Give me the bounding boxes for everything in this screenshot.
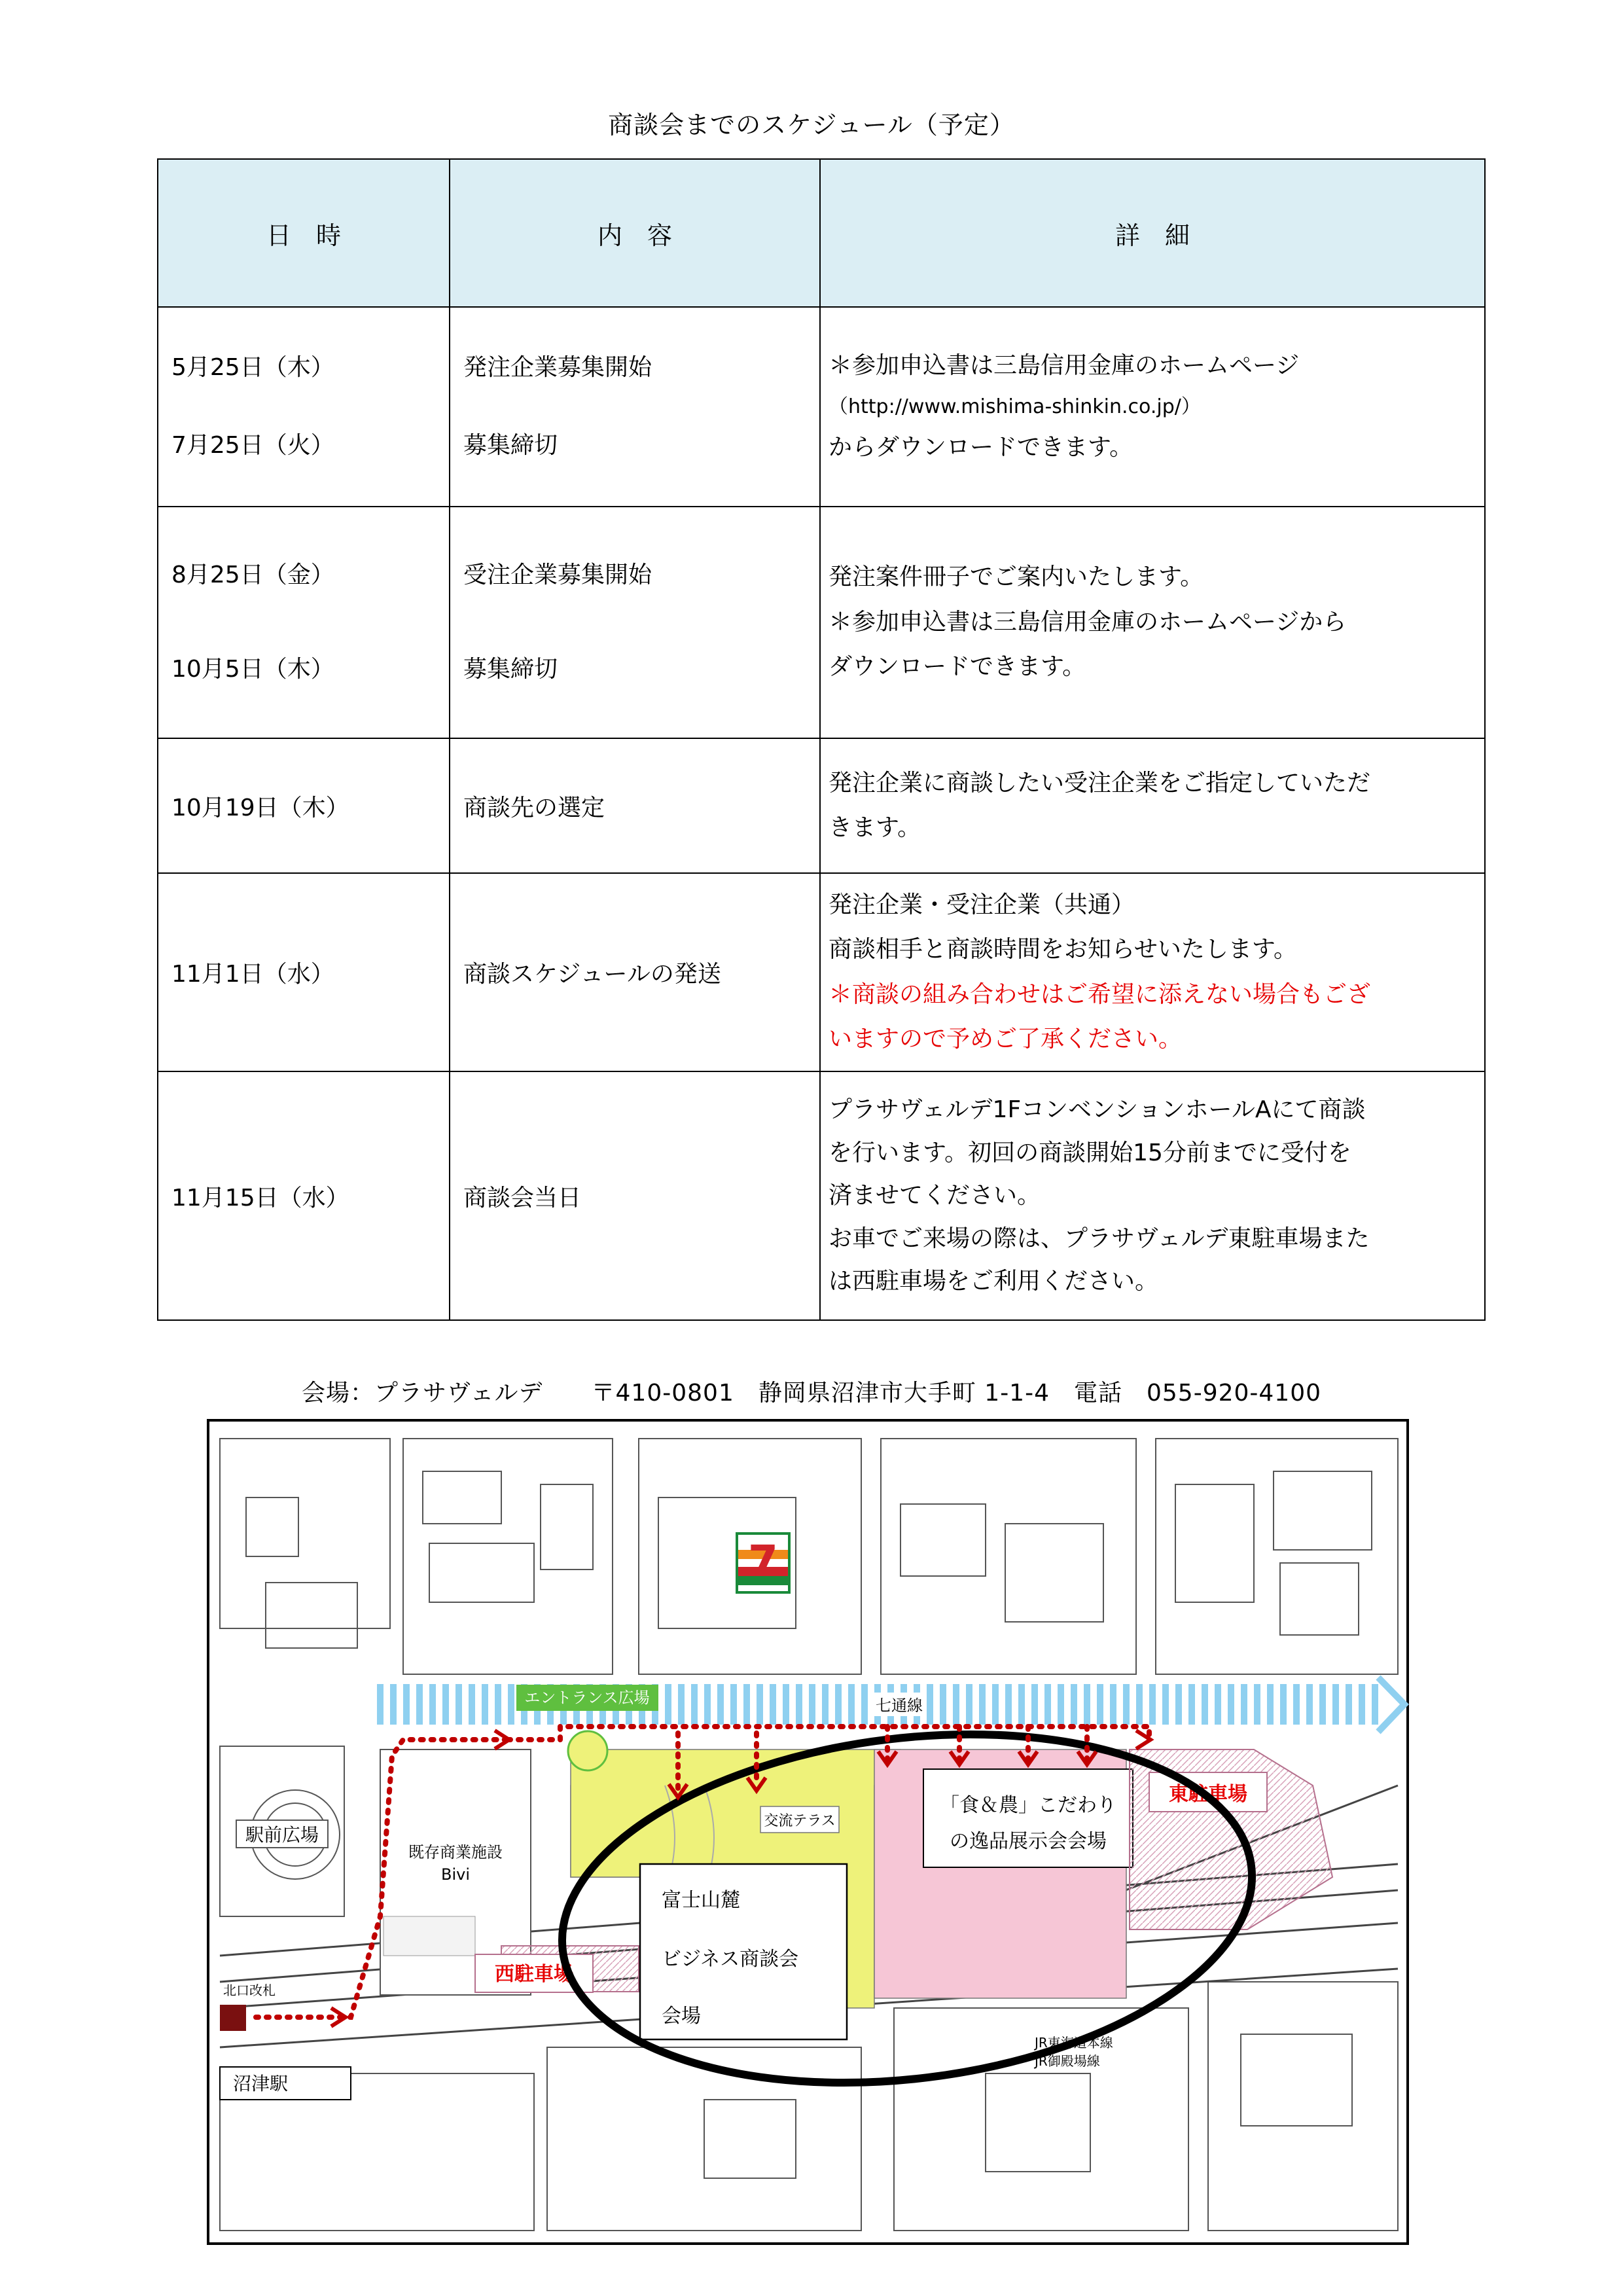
content-cell [450,1071,820,1320]
station-square-label: 駅前広場 [245,1824,319,1846]
header-date: 日 時 [158,159,450,307]
detail-cell [820,1071,1485,1320]
header-content: 内 容 [450,159,820,307]
convenience-store-icon [737,1534,789,1592]
road-label: 七通線 [876,1696,923,1715]
table-row [158,873,1485,1071]
expo-label-2: の逸品展示会会場 [950,1830,1107,1853]
detail-text: を行います。初回の商談開始15分前までに受付を [829,1139,1351,1166]
east-parking-label: 東駐車場 [1169,1783,1247,1806]
expo-label-1: 「食＆農」こだわり [940,1794,1116,1817]
table-header-row [158,159,1485,307]
venue-label-3: 会場 [662,2005,701,2028]
warning-text: いますので予めご了承ください。 [829,1025,1183,1052]
content-text: 商談スケジュールの発送 [463,961,721,988]
date-cell [158,307,450,507]
table-row [158,507,1485,738]
detail-text: 済ませてください。 [829,1182,1041,1210]
detail-cell [820,507,1485,738]
detail-text: 発注企業・受注企業（共通） [829,891,1135,918]
table-row [158,1071,1485,1320]
table-row [158,738,1485,873]
page-title: 商談会までのスケジュール（予定） [608,111,1015,139]
date-cell [158,873,450,1071]
content-text: 募集締切 [463,656,558,683]
map-svg [207,1419,1409,2245]
header-detail: 詳 細 [820,159,1485,307]
jr-gotemba-label: JR御殿場線 [1035,2053,1100,2069]
venue-label-1: 富士山麓 [662,1889,740,1912]
content-cell [450,738,820,873]
content-cell [450,307,820,507]
detail-cell [820,873,1485,1071]
svg-text:7: 7 [748,1536,778,1587]
date-text: 11月1日（水） [171,961,334,988]
schedule-table [157,158,1486,1321]
date-cell [158,738,450,873]
bivi-label-1: 既存商業施設 [408,1843,503,1861]
detail-text: きます。 [829,814,921,841]
terrace-label: 交流テラス [764,1813,836,1829]
content-text: 受注企業募集開始 [463,562,652,588]
date-cell [158,1071,450,1320]
venue-info: 会場：プラサヴェルデ 〒410-0801 静岡県沼津市大手町 1-1-4 電話 055-920-4100 [301,1380,1322,1407]
date-text: 10月19日（木） [171,794,349,821]
date-text: 5月25日（木） [171,353,334,381]
entrance-label: エントランス広場 [524,1689,650,1707]
detail-cell [820,738,1485,873]
north-gate-label: 北口改札 [223,1982,276,1998]
detail-text: ＊参加申込書は三島信用金庫のホームページ [829,351,1300,379]
date-text: 11月15日（水） [171,1184,349,1211]
bivi-label-2: Bivi [440,1865,471,1884]
content-cell [450,873,820,1071]
date-text: 7月25日（火） [171,431,334,459]
detail-text: ＊参加申込書は三島信用金庫のホームページから [829,608,1347,636]
date-text: 8月25日（金） [171,562,334,588]
date-cell [158,507,450,738]
content-cell [450,507,820,738]
content-text: 発注企業募集開始 [463,353,652,381]
url-link[interactable]: （http://www.mishima-shinkin.co.jp/） [829,395,1201,418]
detail-text: プラサヴェルデ1FコンベンションホールAにて商談 [829,1096,1366,1124]
table-row [158,307,1485,507]
access-map [207,1419,1409,2245]
detail-text: ダウンロードできます。 [829,653,1086,681]
west-parking-label: 西駐車場 [495,1963,573,1986]
detail-text: は西駐車場をご利用ください。 [829,1268,1159,1295]
detail-cell [820,307,1485,507]
station-label: 沼津駅 [233,2073,289,2094]
content-text: 商談会当日 [463,1184,582,1211]
content-text: 募集締切 [463,431,558,459]
venue-label-2: ビジネス商談会 [662,1948,799,1971]
warning-text: ＊商談の組み合わせはご希望に添えない場合もござ [829,980,1371,1008]
detail-text: 発注企業に商談したい受注企業をご指定していただ [829,769,1371,797]
detail-text: 発注案件冊子でご案内いたします。 [829,564,1204,591]
jr-tokaido-label: JR東海道本線 [1035,2035,1113,2051]
content-text: 商談先の選定 [463,794,605,821]
detail-text: 商談相手と商談時間をお知らせいたします。 [829,936,1298,963]
north-gate-marker [220,2005,246,2031]
detail-text: お車でご来場の際は、プラサヴェルデ東駐車場また [829,1225,1370,1252]
detail-text: からダウンロードできます。 [829,434,1133,461]
date-text: 10月5日（木） [171,656,334,683]
